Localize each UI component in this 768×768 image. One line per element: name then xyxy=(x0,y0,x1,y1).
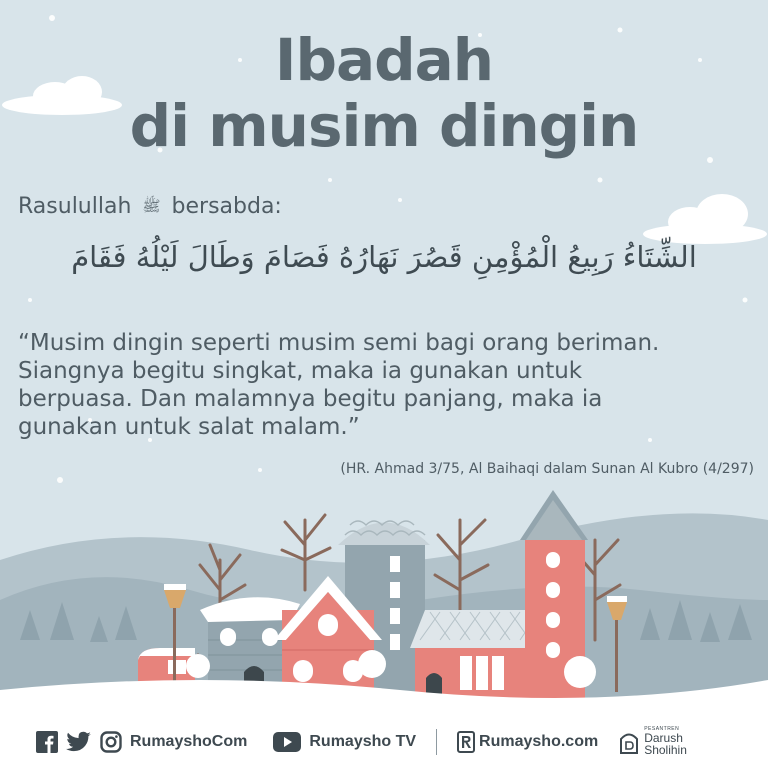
intro-bersabda: bersabda: xyxy=(171,194,282,219)
website-link[interactable]: Rumaysho.com xyxy=(479,732,599,750)
red-house-right xyxy=(410,610,540,700)
logo-name-line-2: Sholihin xyxy=(644,743,687,757)
social-handle[interactable]: RumayshoCom xyxy=(130,732,248,750)
rumaysho-logo-icon xyxy=(457,731,475,753)
facebook-icon[interactable] xyxy=(36,731,58,753)
instagram-icon[interactable] xyxy=(100,731,122,753)
hadith-arabic-text: الشِّتَاءُ رَبِيعُ الْمُؤْمِنِ قَصُرَ نَهَارُهُ فَصَامَ وَطَالَ لَيْلُهُ فَقَامَ xyxy=(71,240,697,274)
footer-divider xyxy=(436,729,437,755)
footer-bar xyxy=(0,715,768,768)
twitter-icon[interactable] xyxy=(66,731,92,753)
intro-rasulullah: Rasulullah xyxy=(18,194,132,219)
logo-pesantren-label: PESANTREN xyxy=(644,726,680,732)
hadith-intro xyxy=(18,194,282,219)
darush-sholihin-logo-text xyxy=(644,727,687,756)
translation-line: gunakan untuk salat malam.” xyxy=(18,414,360,440)
logo-name-line-1: Darush xyxy=(644,731,683,745)
page-title-line-2: di musim dingin xyxy=(129,92,639,160)
hadith-source: (HR. Ahmad 3/75, Al Baihaqi dalam Sunan Al Kubro (4/297) xyxy=(340,461,754,477)
cloud-right xyxy=(643,194,767,244)
darush-sholihin-logo-icon xyxy=(618,729,640,755)
translation-line: “Musim dingin seperti musim semi bagi orang beriman. xyxy=(18,330,660,356)
page-title-line-1: Ibadah xyxy=(274,26,494,94)
translation-line: berpuasa. Dan malamnya begitu panjang, maka ia xyxy=(18,386,603,412)
tv-channel-name[interactable]: Rumaysho TV xyxy=(309,732,417,750)
youtube-icon[interactable] xyxy=(273,732,301,752)
salawat-honorific: ﷺ xyxy=(142,197,161,215)
hadith-translation xyxy=(18,329,758,441)
translation-line: Siangnya begitu singkat, maka ia gunakan untuk xyxy=(18,358,583,384)
